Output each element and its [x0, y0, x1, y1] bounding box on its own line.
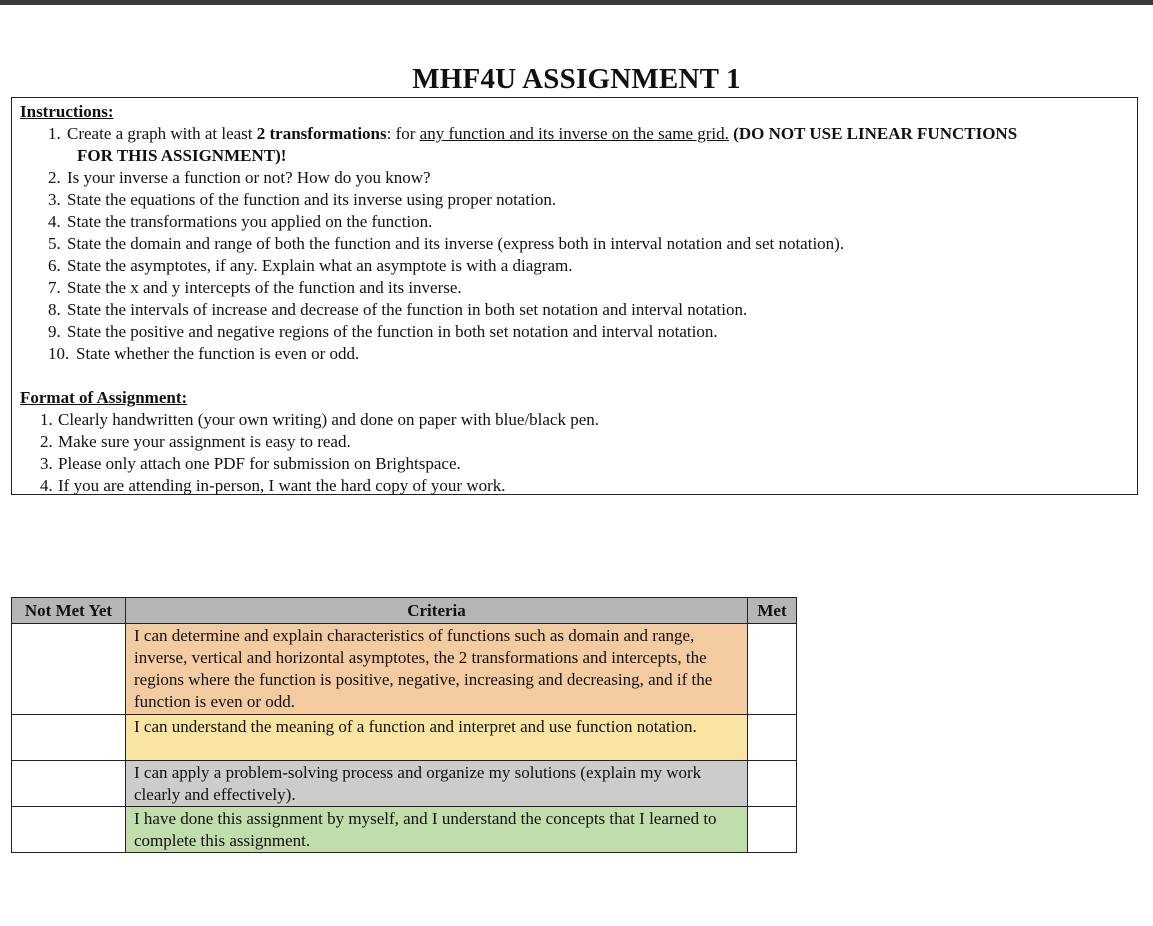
rubric-row — [12, 715, 797, 761]
format-text: Please only attach one PDF for submission on Brightspace. — [58, 454, 461, 473]
instruction-number: 3. — [48, 190, 61, 209]
not-met-yet-cell[interactable] — [12, 807, 126, 853]
header-criteria: Criteria — [126, 598, 748, 624]
header-not-met-yet: Not Met Yet — [12, 598, 126, 624]
criteria-cell: I can determine and explain characteristics of functions such as domain and range, inverse, vertical and horizontal asymptotes, the 2 transformations and intercepts, the regions where the function is positive, negative, increasing and decreasing, and if the function is even or odd. — [126, 624, 748, 715]
rubric-row — [12, 624, 797, 715]
instruction-text: : for — [386, 124, 420, 143]
format-text: Clearly handwritten (your own writing) and done on paper with blue/black pen. — [58, 410, 600, 429]
instruction-number: 1. — [48, 124, 61, 143]
instruction-number: 6. — [48, 256, 61, 275]
not-met-yet-cell[interactable] — [12, 624, 126, 715]
format-item — [12, 409, 599, 431]
instruction-item — [12, 321, 1127, 343]
criteria-cell: I have done this assignment by myself, and I understand the concepts that I learned to complete this assignment. — [126, 807, 748, 853]
instructions-box — [11, 97, 1138, 495]
instruction-item — [12, 123, 1127, 167]
instruction-text: State the positive and negative regions of the function in both set notation and interval notation. — [67, 322, 718, 341]
format-number: 3. — [40, 454, 53, 473]
rubric-row — [12, 807, 797, 853]
instruction-text: State the asymptotes, if any. Explain what an asymptote is with a diagram. — [67, 256, 573, 275]
format-number: 2. — [40, 432, 53, 451]
format-item — [12, 475, 599, 497]
instruction-item — [12, 277, 1127, 299]
instruction-number: 2. — [48, 168, 61, 187]
format-number: 4. — [40, 476, 53, 495]
instruction-item — [12, 343, 1136, 365]
instruction-text: Is your inverse a function or not? How do you know? — [67, 168, 431, 187]
format-item — [12, 431, 599, 453]
page-title: MHF4U ASSIGNMENT 1 — [412, 63, 741, 95]
format-list — [12, 409, 599, 497]
criteria-cell: I can apply a problem-solving process and organize my solutions (explain my work clearly and effectively). — [126, 761, 748, 807]
instruction-text: State the x and y intercepts of the function and its inverse. — [67, 278, 462, 297]
instruction-number: 7. — [48, 278, 61, 297]
instruction-item — [12, 233, 1127, 255]
instruction-text: State the intervals of increase and decrease of the function in both set notation and interval notation. — [67, 300, 748, 319]
format-text: If you are attending in-person, I want the hard copy of your work. — [58, 476, 506, 495]
instruction-underlined-text: any function and its inverse on the same grid. — [419, 124, 729, 143]
instruction-caps-continuation: FOR THIS ASSIGNMENT)! — [77, 146, 287, 165]
not-met-yet-cell[interactable] — [12, 715, 126, 761]
instruction-number: 4. — [48, 212, 61, 231]
instruction-number: 10. — [48, 344, 70, 363]
rubric-table — [11, 597, 797, 853]
instructions-heading: Instructions: — [20, 102, 114, 121]
met-cell[interactable] — [748, 715, 797, 761]
instruction-item — [12, 167, 1127, 189]
instruction-number: 5. — [48, 234, 61, 253]
instruction-item — [12, 189, 1127, 211]
instruction-text: Create a graph with at least — [67, 124, 257, 143]
instruction-item — [12, 255, 1127, 277]
format-number: 1. — [40, 410, 53, 429]
format-item — [12, 453, 599, 475]
instruction-text: State whether the function is even or odd. — [76, 344, 360, 363]
not-met-yet-cell[interactable] — [12, 761, 126, 807]
rubric-header-row — [12, 598, 797, 624]
met-cell[interactable] — [748, 761, 797, 807]
instruction-text: State the equations of the function and its inverse using proper notation. — [67, 190, 557, 209]
instruction-item — [12, 299, 1127, 321]
instruction-caps-text: (DO NOT USE LINEAR FUNCTIONS — [728, 124, 1018, 143]
top-border — [0, 0, 1153, 5]
instruction-text: State the domain and range of both the function and its inverse (express both in interval notation and set notation). — [67, 234, 845, 253]
header-met: Met — [748, 598, 797, 624]
instructions-list — [12, 123, 1136, 365]
format-heading: Format of Assignment: — [20, 388, 188, 407]
instruction-bold-text: 2 transformations — [256, 124, 387, 143]
instruction-number: 8. — [48, 300, 61, 319]
instruction-item — [12, 211, 1127, 233]
met-cell[interactable] — [748, 624, 797, 715]
instruction-number: 9. — [48, 322, 61, 341]
criteria-cell: I can understand the meaning of a function and interpret and use function notation. — [126, 715, 748, 761]
rubric-row — [12, 761, 797, 807]
instruction-text: State the transformations you applied on the function. — [67, 212, 433, 231]
format-text: Make sure your assignment is easy to read. — [58, 432, 351, 451]
met-cell[interactable] — [748, 807, 797, 853]
